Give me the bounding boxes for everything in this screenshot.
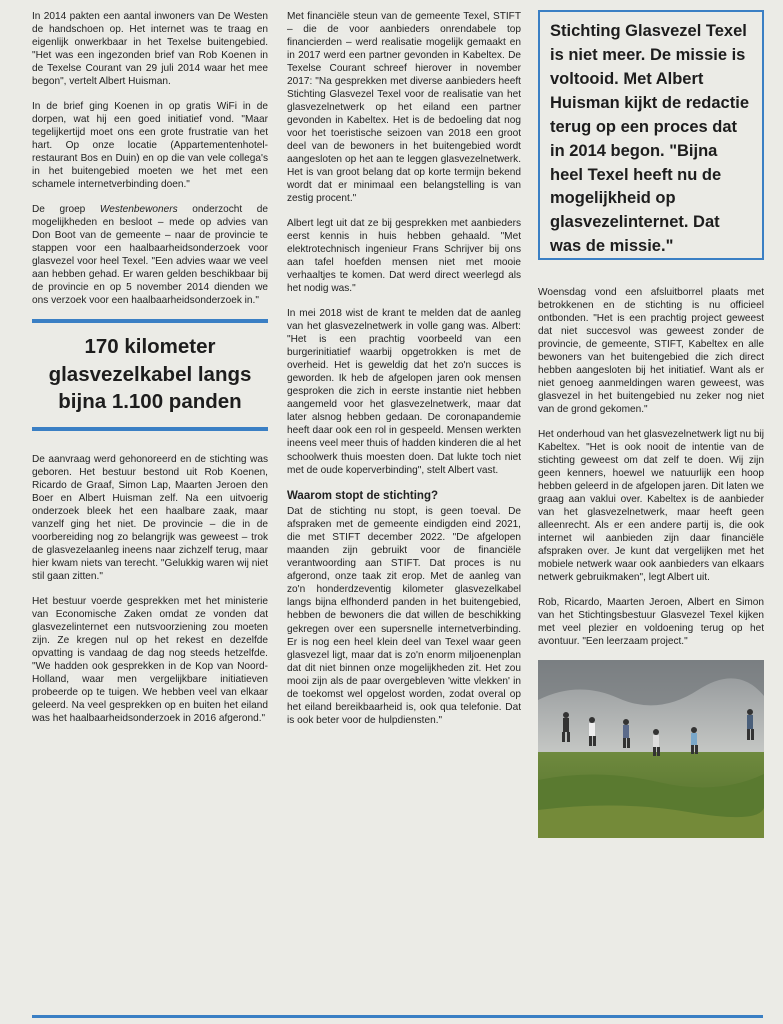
text-run: onderzocht de mogelijkheden en besloot – mede op advies van Don Boot van de gemeente – naar de provincie te stappen voor een haalbaarheidsonderzoek voor glasvezel voor heel Texel. "Een advies waar we veel aan hebben gehad. Er waren gelden beschikbaar bij de provincie en op 5 november 2014 dienden we ons verzoek voor een haalbaarheidsonderzoek in." — [32, 204, 269, 307]
bottom-divider — [32, 1015, 763, 1018]
board-photo — [538, 660, 764, 838]
text-run: De groep — [32, 204, 100, 216]
paragraph: Woensdag vond een afsluitborrel plaats met betrokkenen en de stichting is nu officieel ontbonden. "Het is een prachtig project geweest dat niet succesvol was geweest zonder de provincie, de gemeente, STIFT, Kabeltex en alle bewoners van het buitengebied die zich direct hebben aangesloten bij het initiatief. Want als er niet genoeg aanmeldingen waren geweest, was glasvezel in het buitengebied nu zeker nog niet van de grond gekomen." — [538, 287, 764, 416]
intertitle: 170 kilometer glasvezelkabel langs bijna 1.100 panden — [48, 335, 252, 413]
divider-top — [32, 319, 268, 323]
divider-bottom — [32, 427, 268, 431]
paragraph: Het onderhoud van het glasvezelnetwerk ligt nu bij Kabeltex. "Het is ook nooit de intentie van de stichting geweest om dat zelf te doen. Wij zijn geen kenners, hoewel we natuurlijk een hoop hebben geleerd in de afgelopen jaren. Dit laten we graag aan vaklui over. Kabeltex is de aanbieder van het glasvezelnetwerk, maar heeft geen alleenrecht. Als er een andere partij is, die ook internet wil aanbieden zijn daar financiële afspraken over. Je kunt dat vergelijken met het mobiele netwerk waar ook aanbieders van elkaars netwerk gebruikmaken", legt Albert uit. — [538, 429, 764, 584]
article-column-1 — [32, 10, 268, 737]
paragraph: De aanvraag werd gehonoreerd en de stichting was geboren. Het bestuur bestond uit Rob Koenen, Ricardo de Graaf, Simon Lap, Maarten Jeroen den Boer en Albert Huisman zelf. Na een uitvoerig onderzoek bleek het een haalbare zaak, maar vanzelf ging het niet. De provincie – die in de voorbereiding nog zo belangrijk was geweest – trok de glasvezelaanleg ineens naar zichzelf terug, maar hier kwam niets van terecht. "Gelukkig waren wij niet stil gaan zitten." — [32, 454, 268, 583]
paragraph: In mei 2018 wist de krant te melden dat de aanleg van het glasvezelnetwerk in volle gang was. Albert: "Het is een prachtig voorbeeld van een burgerinitiatief waarbij opgetrokken is met de overheid. Het is geweldig dat het zo'n succes is geworden. Ik heb de afgelopen jaren ook mensen gesproken die zich in eerste instantie niet hebben aangemeld voor het glasvezelnetwerk, maar dat later alsnog hebben gedaan. De coronapandemie heeft daar ook een rol in gespeeld. Mensen werkten ineens veel meer thuis of hadden kinderen die al het schoolwerk thuis moesten doen. Dat lukte toch niet met de oude koperverbinding", stelt Albert vast. — [287, 308, 521, 476]
paragraph: Het bestuur voerde gesprekken met het ministerie van Economische Zaken omdat ze vonden dat glasvezelinternet een nutsvoorziening zou moeten zijn. Ze kregen nul op het rekest en dezelfde opvatting is vandaag de dag nog steeds hetzelfde. "We hadden ook gesprekken in de Kop van Noord-Holland, waar men vergelijkbare initiatieven probeerde op te tuigen. We hebben veel van elkaar geleerd. Na veel gesprekken op en buiten het eiland was het haalbaarheidsonderzoek in 2016 afgerond." — [32, 596, 268, 725]
photo-image — [538, 660, 764, 838]
paragraph — [32, 203, 268, 307]
intro-quote-box: Stichting Glasvezel Texel is niet meer. De missie is voltooid. Met Albert Huisman kijkt de redactie terug op een proces dat in 2014 begon. "Bijna heel Texel heeft nu de mogelijkheid op glasvezelinternet. Dat was de missie." — [538, 10, 764, 260]
article-column-2 — [287, 10, 521, 739]
paragraph: In de brief ging Koenen in op gratis WiFi in de dorpen, wat hij een goed initiatief vond. "Maar tegelijkertijd moet ons een grote frustratie van het hart. Op onze locatie (Appartementenhotel-restaurant Bos en Duin) en op die van vele collega's in het buitengebied moeten we het met een schamele internetverbinding doen." — [32, 101, 268, 191]
paragraph: Albert legt uit dat ze bij gesprekken met aanbieders eerst kennis in huis hebben gehaald. "Met elektrotechnisch ingenieur Frans Schrijver bij ons aan tafel hoefden mensen niet met mooie verhaaltjes te komen. Dat werd direct weerlegd als het nodig was." — [287, 218, 521, 295]
intertitle-box — [32, 319, 268, 431]
subheading: Waarom stopt de stichting? — [287, 489, 438, 502]
paragraph: Met financiële steun van de gemeente Texel, STIFT – die de voor aanbieders onrendabele top financierden – werd realisatie mogelijk gemaakt en in 2017 werd een partner gevonden in Kabeltex. De Texelse Courant schreef hierover in november 2017: "Na gesprekken met diverse aanbieders heeft Stichting Glasvezel Texel voor de realisatie van het glasvezelnetwerk op het eiland een partner gevonden in Kabeltex. Het is de bedoeling dat nog voor het toeristische seizoen van 2018 een groot deel van de bewoners in het buitengebied wordt aangesloten op het aan te leggen glasvezelnetwerk. Het is van groot belang dat op korte termijn bekend wordt dat er minimaal een belangstelling is van zestig procent." — [287, 11, 521, 205]
paragraph: In 2014 pakten een aantal inwoners van De Westen de handschoen op. Het internet was te traag en eigenlijk onwerkbaar in het Texelse buitengebied. "Het was een ingezonden brief van Rob Koenen in de Texelse Courant van 29 juli 2014 waar het mee begon", vertelt Albert Huisman. — [32, 11, 268, 88]
emphasis: Westenbewoners — [99, 204, 178, 216]
paragraph: Dat de stichting nu stopt, is geen toeval. De afspraken met de gemeente eindigden eind 2021, die met STIFT december 2022. "De afgelopen maanden zijn gebruikt voor de financiële verantwoording aan STIFT. Dat proces is nu afgerond, onze taak zit erop. Met de aanleg van zo'n honderdzeventig kilometer glasvezelkabel langs bijna elfhonderd panden in het buitengebied, hebben de bewoners die dat willen de beschikking gekregen over een supersnelle internetverbinding. Er is nog een heel klein deel van Texel waar geen glasvezel ligt, maar dat is zo'n enorm miljoenenplan dat dit niet binnen onze mogelijkheden zit. Het zou mooi zijn als de paar overgebleven 'witte vlekken' in de toekomst wel opgelost worden, zodat overal op het eiland bereikbaarheid is, ook qua telefonie. Dat is ook beter voor de hulpdiensten." — [287, 506, 521, 726]
paragraph: Rob, Ricardo, Maarten Jeroen, Albert en Simon van het Stichtingsbestuur Glasvezel Texel kijken met veel plezier en voldoening terug op het avontuur. "Een leerzaam project." — [538, 597, 764, 648]
article-column-3 — [538, 10, 764, 838]
